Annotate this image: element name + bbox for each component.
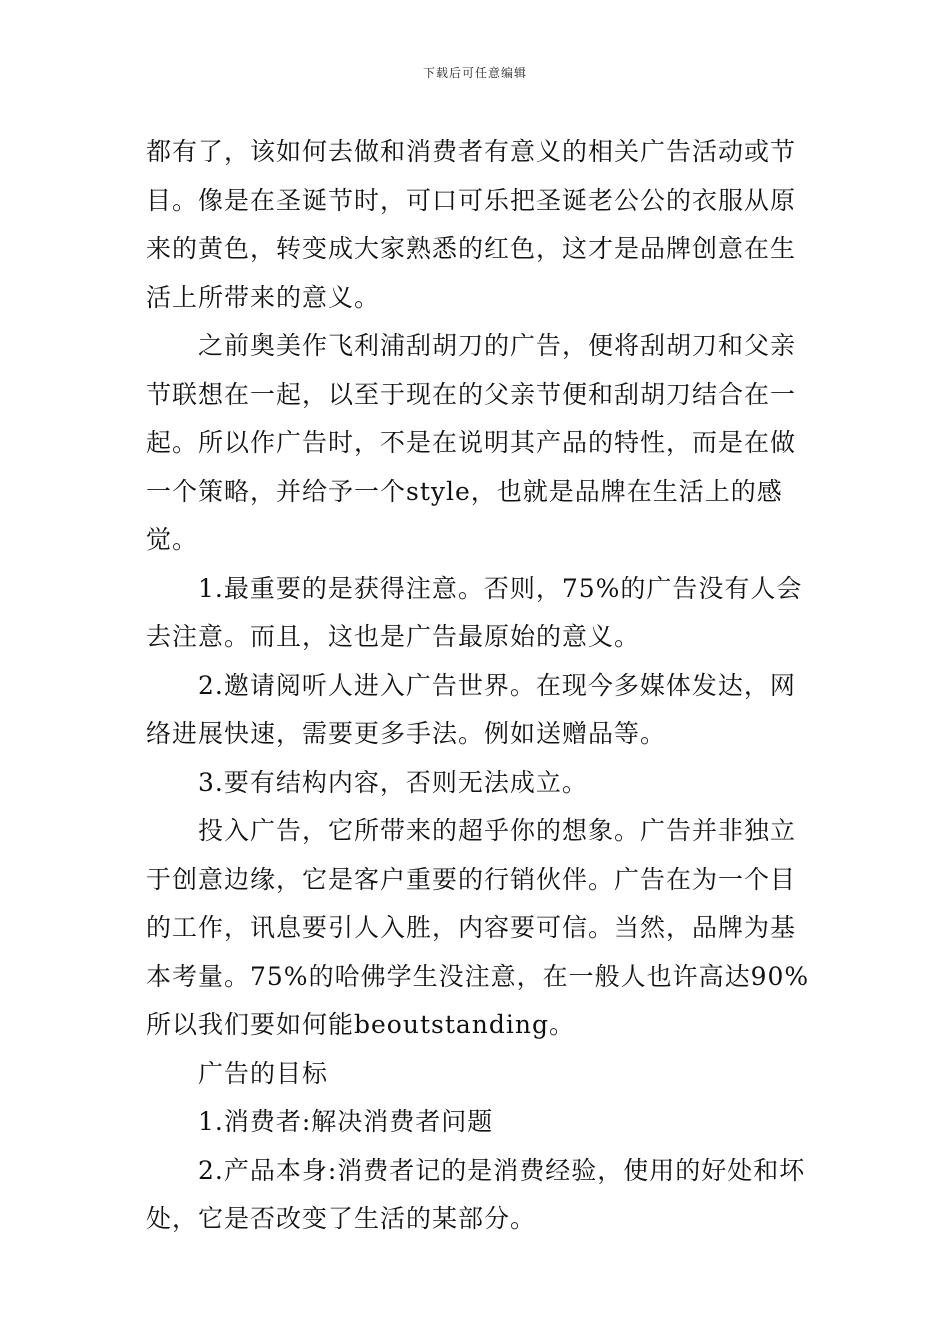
- document-body: [146, 128, 812, 1244]
- paragraph-6: 投入广告，它所带来的超乎你的想象。广告并非独立于创意边缘，它是客户重要的行销伙伴。广告在为一个目的工作，讯息要引人入胜，内容要可信。当然，品牌为基本考量。75%的哈佛学生没注意，在一般人也许高达90%所以我们要如何能beoutstanding。: [146, 816, 810, 1039]
- paragraph-9: 2.产品本身:消费者记的是消费经验，使用的好处和坏处，它是否改变了生活的某部分。: [146, 1155, 806, 1233]
- paragraph-2: 之前奥美作飞利浦刮胡刀的广告，便将刮胡刀和父亲节联想在一起，以至于现在的父亲节便和刮胡刀结合在一起。所以作广告时，不是在说明其产品的特性，而是在做一个策略，并给予一个style，也就是品牌在生活上的感觉。: [146, 331, 797, 554]
- paragraph-4: 2.邀请阅听人进入广告世界。在现今多媒体发达，网络进展快速，需要更多手法。例如送赠品等。: [146, 670, 796, 748]
- paragraph-8: 1.消费者:解决消费者问题: [198, 1107, 494, 1136]
- paragraph-1: 都有了，该如何去做和消费者有意义的相关广告活动或节目。像是在圣诞节时，可口可乐把圣诞老公公的衣服从原来的黄色，转变成大家熟悉的红色，这才是品牌创意在生活上所带来的意义。: [146, 137, 797, 312]
- section-heading: 广告的目标: [198, 1058, 329, 1088]
- page-header: 下载后可任意编辑: [422, 66, 527, 80]
- paragraph-3: 1.最重要的是获得注意。否则，75%的广告没有人会去注意。而且，这也是广告最原始的意义。: [146, 573, 803, 651]
- paragraph-5: 3.要有结构内容，否则无法成立。: [198, 767, 588, 797]
